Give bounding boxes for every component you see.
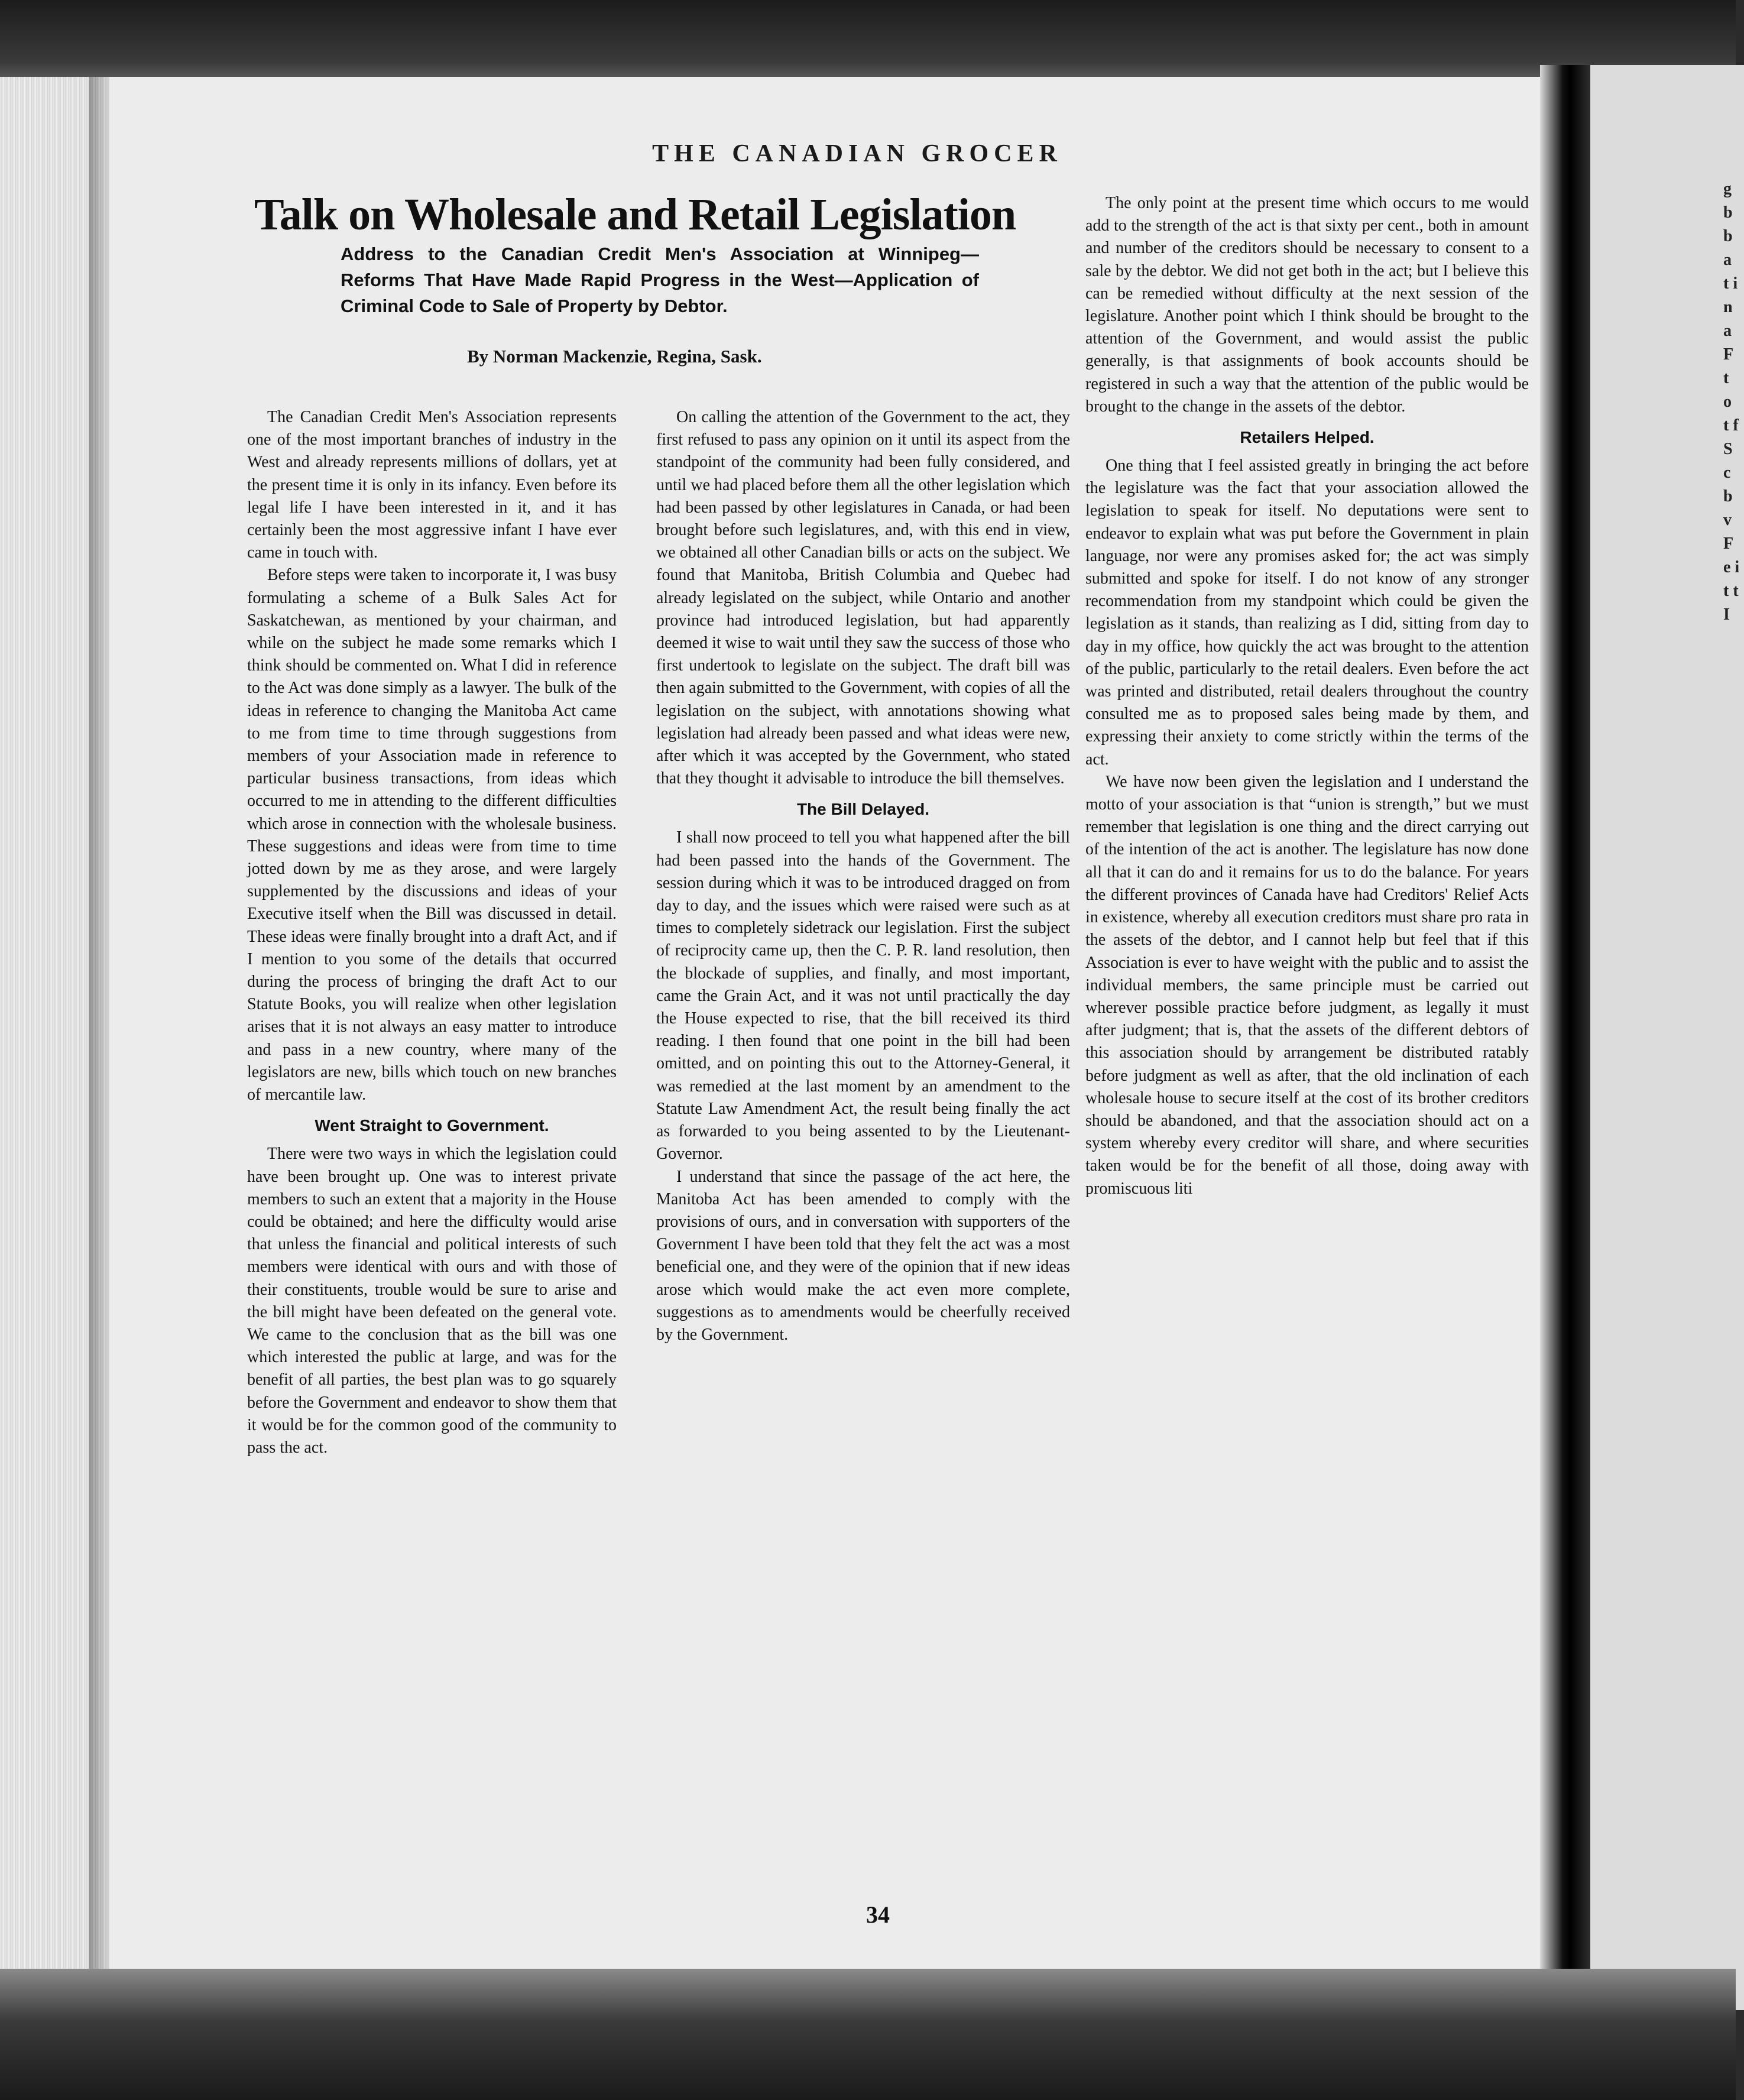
- paragraph: I understand that since the passage of the act here, the Manitoba Act has been amended to comply with the provisions of ours, and in conversation with supporters of the Government I have been told that they felt the act was a most beneficial one, and they were of the opinion that if new ideas arose which would make the act even more complete, suggestions as to amendments would be cheerfully received by the Government.: [656, 1167, 1070, 1344]
- column-2: [656, 406, 1070, 1346]
- facing-page-edge-text: g b b a t i n a F t o t f S c b v F e i t t I: [1723, 180, 1740, 624]
- paragraph: The only point at the present time which occurs to me would add to the strength of the act is that sixty per cent., both in amount and number of the creditors should be necessary to consent to a sale by the debtor. We did not get both in the act; but I believe this can be remedied without difficulty at the next session of the legislature. Another point which I think should be brought to the attention of the Government, and would assist the public generally, is that assignments of book accounts should be registered in such a way that the attention of the public would be brought to the change in the assets of the debtor.: [1085, 194, 1529, 416]
- section-heading: Went Straight to Government.: [315, 1116, 549, 1135]
- article-deck: Address to the Canadian Credit Men's Association at Winnipeg—Reforms That Have Made Rapid Progress in the West—Application of Criminal Code to Sale of Property by Debtor.: [341, 244, 979, 316]
- paragraph: I shall now proceed to tell you what happened after the bill had been passed into the hands of the Government. The session during which it was to be introduced dragged on from day to day, and the issues which were raised were such as at times to completely sidetrack our legislation. First the subject of reciprocity came up, then the C. P. R. land resolution, then the blockade of supplies, and finally, and most important, came the Grain Act, and it was not until practically the day the House expected to rise, that the bill received its third reading. I then found that one point in the bill had been omitted, and on pointing this out to the Attorney-General, it was remedied at the last moment by an amendment to the Statute Law Amendment Act, the result being finally the act as forwarded to you being assented to by the Lieutenant-Governor.: [656, 828, 1070, 1164]
- page-number: 34: [866, 1901, 890, 1928]
- paragraph: On calling the attention of the Government to the act, they first refused to pass any opinion on it until its aspect from the standpoint of the community had been fully considered, and until we had placed before them all the other legislation which had been passed by other legislatures in Canada, or had been brought before such legislatures, and, with this end in view, we obtained all other Canadian bills or acts on the subject. We found that Manitoba, British Columbia and Quebec had already legislated on the subject, while Ontario and another province had introduced legislation, but had apparently deemed it wise to wait until they saw the success of those who first undertook to legislate on the subject. The draft bill was then again submitted to the Government, with copies of all the legislation on the subject, with annotations showing what legislation had already been passed and what ideas were new, after which it was accepted by the Government, who stated that they thought it advisable to introduce the bill themselves.: [656, 408, 1070, 788]
- paragraph: We have now been given the legislation and I understand the motto of your association is that “union is strength,” but we must remember that legislation is one thing and the direct carrying out of the intention of the act is another. The legislature has now done all that it can do and it remains for us to do the balance. For years the different provinces of Canada have had Creditors' Relief Acts in existence, whereby all execution creditors must share pro rata in the assets of the debtor, and I cannot help but feel that if this Association is ever to have weight with the public and to assist the individual members, the same principle must be carried out wherever possible practice before judgment, as legally it must after judgment; that is, that the assets of the different debtors of this association should by arrangement be distributed ratably before judgment as well as after, that the old inclination of each wholesale house to secure itself at the cost of its brother creditors should be abandoned, and that the association should act on a system whereby every creditor will share, and where securities taken would be for the benefit of all those, doing away with promiscuous liti: [1085, 772, 1529, 1198]
- bottom-shadow-band: [0, 1969, 1736, 2100]
- paragraph: The Canadian Credit Men's Association represents one of the most important branches of industry in the West and already represents millions of dollars, yet at the present time it is only in its infancy. Even before its legal life I have been interested in it, and it has certainly been the most aggressive infant I have ever came in touch with.: [247, 408, 617, 562]
- paragraph: There were two ways in which the legislation could have been brought up. One was to interest private members to such an extent that a majority in the House could be obtained; and here the difficulty would arise that unless the financial and political interests of such members were identical with ours and with those of their constituents, trouble would be sure to arise and the bill might have been defeated on the general vote. We came to the conclusion that as the bill was one which interested the public at large, and was for the benefit of all parties, the best plan was to go squarely before the Government and endeavor to show them that it would be for the common good of the community to pass the act.: [247, 1145, 617, 1457]
- column-1: [247, 406, 617, 1459]
- top-shadow-band: [0, 0, 1736, 89]
- paragraph: One thing that I feel assisted greatly in bringing the act before the legislature was the fact that your association allowed the legislation to speak for itself. No deputations were sent to endeavor to explain what was put before the Government in plain language, nor were any promises asked for; the act was simply submitted and spoke for itself. I do not know of any stronger recommendation from my standpoint which could be given the legislation as it stands, than realizing as I did, sitting from day to day in my office, how quickly the act was brought to the attention of the public, particularly to the retail dealers. Even before the act was printed and distributed, retail dealers throughout the country consulted me as to proposed sales being made by them, and expressing their anxiety to come strictly within the terms of the act.: [1085, 456, 1529, 769]
- facing-page: [1590, 65, 1744, 2010]
- left-binding-shadow: [89, 77, 112, 1986]
- section-heading: Retailers Helped.: [1240, 428, 1375, 447]
- article-title: Talk on Wholesale and Retail Legislation: [254, 190, 1016, 239]
- column-3: [1085, 192, 1529, 1200]
- running-head: THE CANADIAN GROCER: [652, 140, 1062, 167]
- section-heading: The Bill Delayed.: [796, 800, 930, 819]
- book-gutter: [1540, 65, 1590, 2004]
- byline: By Norman Mackenzie, Regina, Sask.: [467, 346, 762, 367]
- paragraph: Before steps were taken to incorporate it, I was busy formulating a scheme of a Bulk Sales Act for Saskatchewan, as mentioned by your chairman, and while on the subject he made some remarks which I think should be commented on. What I did in reference to the Act was done simply as a lawyer. The bulk of the ideas in reference to changing the Manitoba Act came to me from time to time through suggestions from members of your Association made in reference to particular business transactions, from ideas which occurred to me in attending to the different difficulties which arose in connection with the wholesale business. These suggestions and ideas were from time to time jotted down by me as they arose, and were largely supplemented by the discussions and ideas of your Executive itself when the Bill was discussed in detail. These ideas were finally brought into a draft Act, and if I mention to you some of the details that occurred during the process of bringing the draft Act to our Statute Books, you will realize when other legislation arises that it is not always an easy matter to introduce and pass in a new country, where many of the legislators are new, bills which touch on new branches of mercantile law.: [247, 566, 617, 1104]
